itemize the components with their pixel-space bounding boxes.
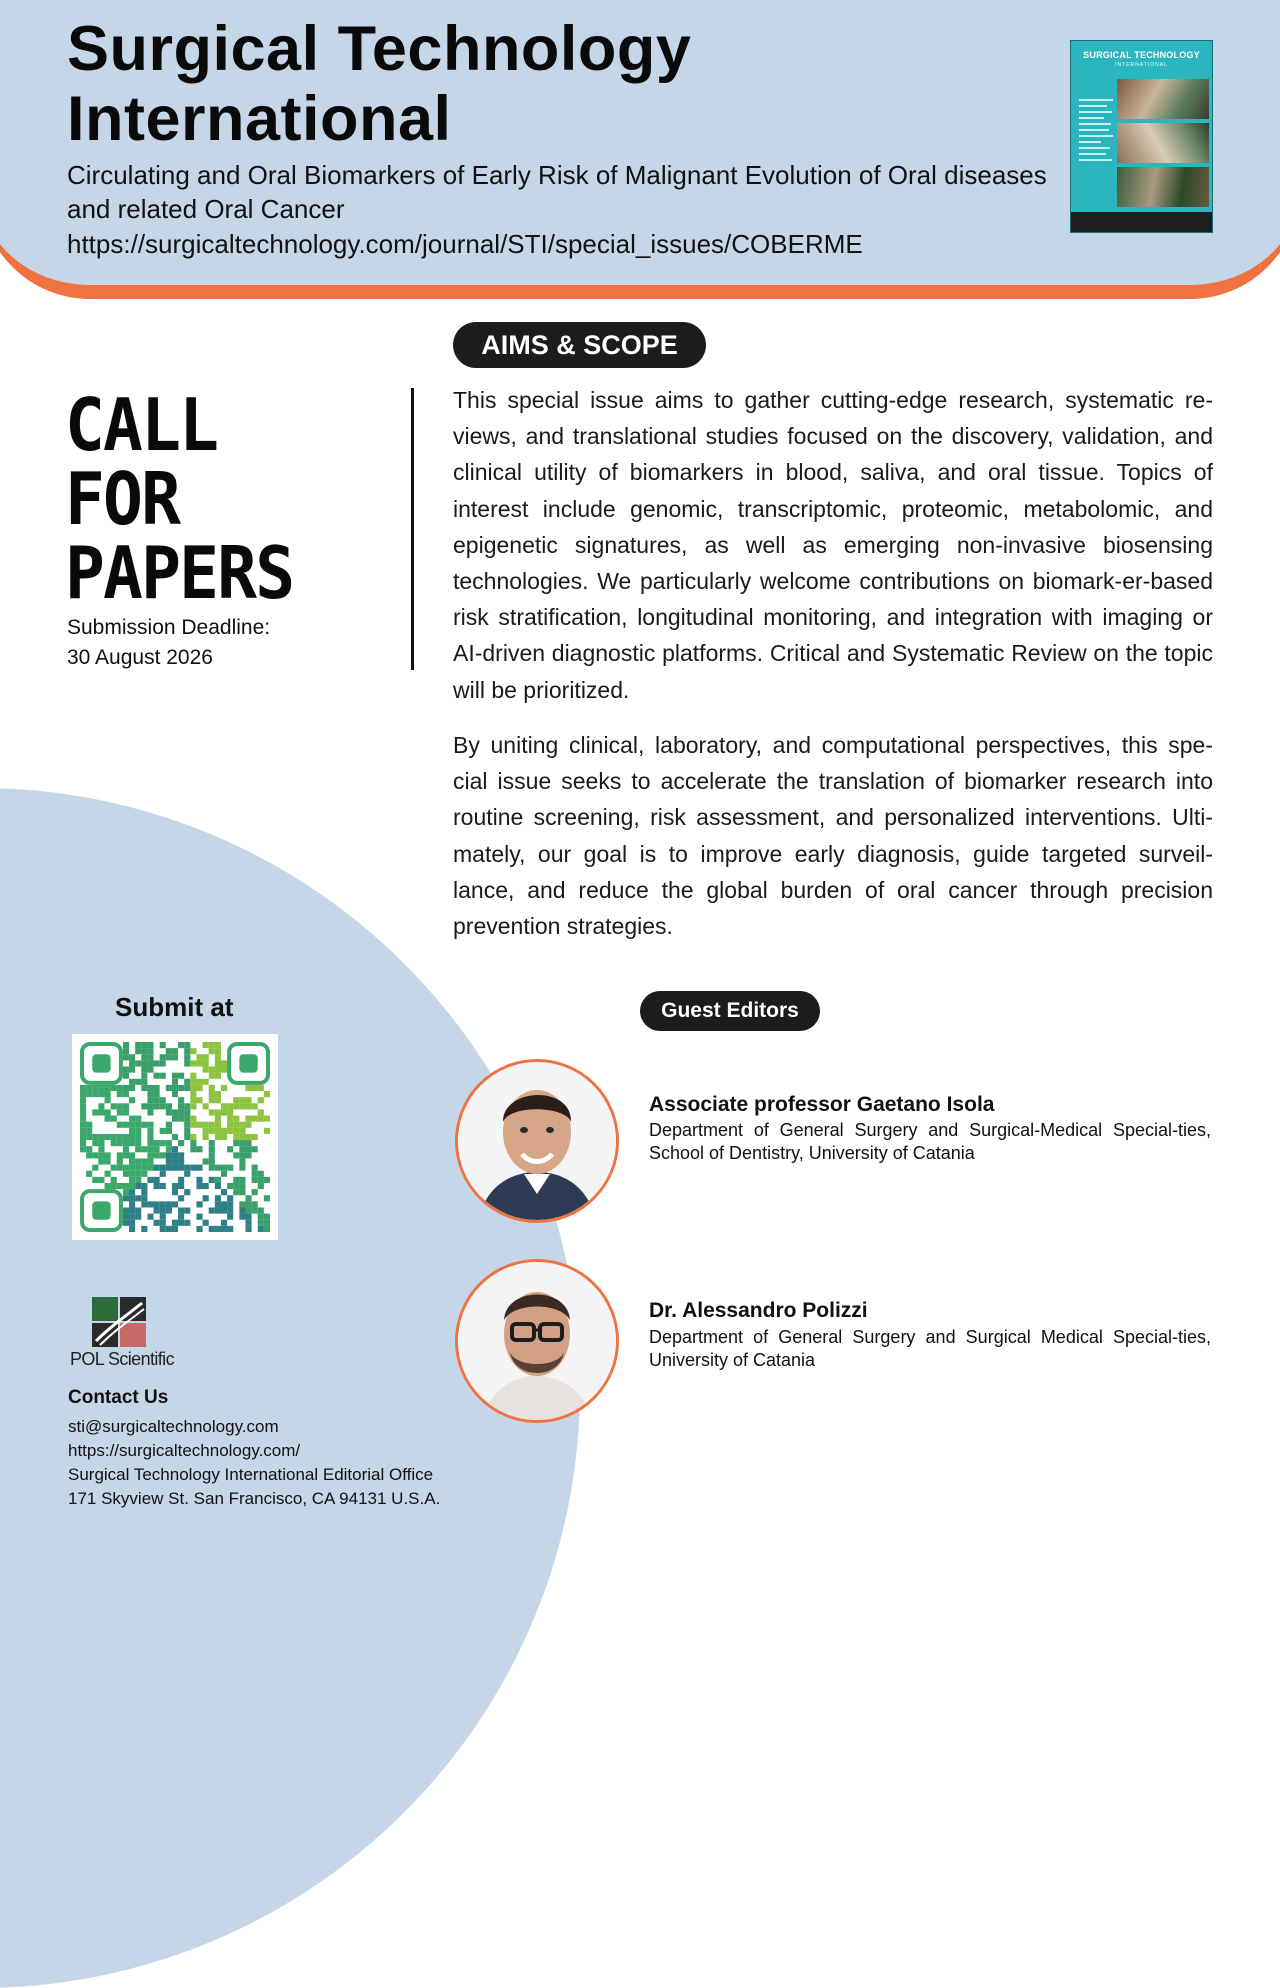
call-for-papers-heading — [65, 383, 294, 615]
issue-url-link[interactable]: https://surgicaltechnology.com/journal/STI/special_issues/COBERME — [67, 229, 863, 259]
contact-website-link[interactable]: https://surgicaltechnology.com/ — [68, 1441, 301, 1460]
cfp-line: FOR — [65, 457, 180, 541]
vertical-divider — [411, 388, 414, 670]
cover-photo — [1117, 167, 1209, 207]
cover-photo — [1117, 123, 1209, 163]
cover-subtitle: INTERNATIONAL — [1115, 62, 1168, 68]
editor-affiliation: Department of General Surgery and Surgical Medical Special-ties, University of Catania — [649, 1327, 1211, 1370]
cfp-line: PAPERS — [65, 531, 294, 615]
person-portrait-icon — [458, 1062, 616, 1220]
editor-name: Associate professor Gaetano Isola — [649, 1093, 995, 1116]
issue-title: Circulating and Oral Biomarkers of Early Risk of Malignant Evolution of Oral diseases and related Oral Cancer — [67, 160, 1047, 224]
deadline-label: Submission Deadline: — [67, 616, 271, 639]
contact-office: Surgical Technology International Editorial Office — [68, 1465, 434, 1484]
contact-heading: Contact Us — [68, 1387, 169, 1408]
contact-email-link[interactable]: sti@surgicaltechnology.com — [68, 1417, 279, 1436]
cover-text-lines — [1079, 99, 1115, 165]
submit-label: Submit at — [115, 992, 234, 1022]
publisher-name: POL Scientific — [70, 1349, 174, 1369]
cover-photo — [1117, 79, 1209, 119]
contact-address: 171 Skyview St. San Francisco, CA 94131 U.S.A. — [68, 1489, 441, 1508]
editor-photo-avatar — [455, 1059, 619, 1223]
aims-scope-heading: AIMS & SCOPE — [453, 322, 706, 368]
journal-title — [67, 14, 787, 154]
aims-paragraph: By uniting clinical, laboratory, and computational perspectives, this spe-cial issue seeks to accelerate the translation of biomarker research into routine screening, risk assessment, and personalized interventions. Ulti-mately, our goal is to improve early diagnosis, guide targeted surveil-lance, and reduce the global burden of oral cancer through precision prevention strategies. — [453, 732, 1213, 940]
editor-affiliation: Department of General Surgery and Surgical-Medical Special-ties, School of Dentistry, University of Catania — [649, 1120, 1211, 1163]
guest-editors-heading: Guest Editors — [640, 991, 820, 1031]
cover-title: SURGICAL TECHNOLOGY — [1083, 50, 1200, 60]
qr-code-icon — [80, 1042, 270, 1232]
person-portrait-icon — [458, 1262, 616, 1420]
journal-title-text: Surgical Technology International — [67, 14, 692, 154]
submission-qr-code[interactable] — [72, 1034, 278, 1240]
editor-name: Dr. Alessandro Polizzi — [649, 1299, 868, 1322]
cover-footer — [1071, 212, 1212, 232]
pol-scientific-logo-icon — [92, 1297, 146, 1347]
editor-photo-avatar — [455, 1259, 619, 1423]
aims-paragraph: This special issue aims to gather cutting-edge research, systematic re-views, and translational studies focused on the discovery, validation, and clinical utility of biomarkers in blood, saliva, and oral tissue. Topics of interest include genomic, transcriptomic, proteomic, metabolomic, and epigenetic signatures, as well as emerging non-invasive biosensing technologies. We particularly welcome contributions on biomark-er-based risk stratification, longitudinal monitoring, and integration with imaging or AI-driven diagnostic platforms. Critical and Systematic Review on the topic will be prioritized. — [453, 387, 1213, 703]
journal-cover-thumbnail — [1070, 40, 1213, 233]
deadline-date: 30 August 2026 — [67, 646, 213, 669]
cfp-line: CALL — [65, 383, 218, 467]
